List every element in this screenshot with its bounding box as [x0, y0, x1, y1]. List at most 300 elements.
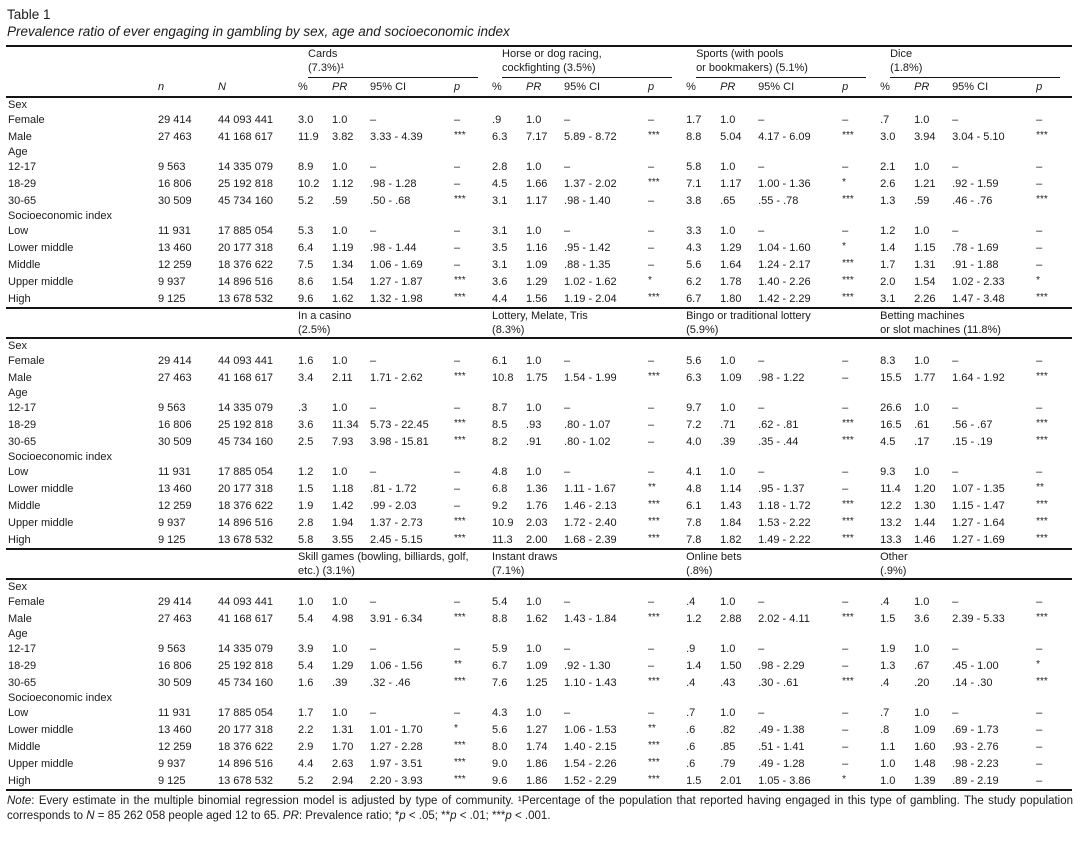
col-percent: % [684, 78, 718, 97]
cell-percent: .7 [686, 707, 696, 719]
cell-percent: 6.1 [686, 500, 702, 512]
cell-percent: 1.2 [686, 613, 702, 625]
header-text: Dice [890, 48, 913, 60]
cell-ci: 1.97 - 3.51 [370, 758, 423, 770]
cell-percent: 6.7 [684, 290, 718, 308]
cell-p [452, 128, 490, 145]
cell-ci: – [758, 707, 765, 719]
cell-ci: – [370, 355, 377, 367]
significance-stars: * [842, 774, 846, 785]
cell-percent: 11.4 [880, 483, 901, 495]
significance-stars: *** [842, 130, 854, 141]
row-label: 18-29 [8, 178, 37, 190]
cell-pr: 1.09 [720, 372, 742, 384]
cell-p [452, 772, 490, 790]
cell-p: – [1036, 161, 1043, 173]
cell-p: – [648, 643, 655, 655]
cell-ci: .80 - 1.07 [564, 419, 611, 431]
cell-pr: 2.63 [332, 758, 354, 770]
table-row [6, 465, 1072, 480]
cell-n: 13 460 [158, 724, 192, 736]
cell-p [1034, 273, 1072, 290]
cell-pr: 1.0 [332, 355, 348, 367]
cell-percent: 8.0 [492, 741, 508, 753]
cell-ci: – [564, 707, 571, 719]
table-row [6, 128, 1072, 145]
cell-percent: 6.4 [298, 242, 314, 254]
significance-stars: *** [1036, 676, 1048, 687]
significance-stars: *** [454, 774, 466, 785]
col-pr: PR [912, 78, 950, 97]
significance-stars: * [1036, 275, 1040, 286]
table-title: Table 1 [7, 7, 51, 22]
cell-ci: .50 - .68 [370, 195, 411, 207]
table-row [6, 642, 1072, 657]
cell-pr: 1.0 [720, 643, 736, 655]
cell-pr: 1.0 [332, 466, 348, 478]
cell-percent: 1.7 [298, 707, 314, 719]
significance-stars: ** [648, 723, 656, 734]
cell-pr: .91 [526, 436, 542, 448]
cell-pr: 1.62 [526, 613, 548, 625]
cell-pr: 1.09 [526, 259, 548, 271]
cell-ci: 1.27 - 1.64 [952, 517, 1005, 529]
cell-pr: 1.43 [720, 500, 742, 512]
header-text: Betting machines [880, 310, 965, 322]
cell-N: 41 168 617 [218, 372, 274, 384]
row-label: 30-65 [8, 677, 37, 689]
cell-ci: 2.20 - 3.93 [368, 772, 452, 790]
cell-N: 25 192 818 [218, 660, 274, 672]
cell-pr: 2.00 [524, 531, 562, 549]
cell-n: 29 414 [158, 114, 192, 126]
cell-pr: .79 [720, 758, 736, 770]
cell-ci: – [564, 596, 571, 608]
cell-n: 16 806 [158, 178, 192, 190]
cell-ci: – [564, 114, 571, 126]
cell-ci: 1.47 - 3.48 [950, 290, 1034, 308]
cell-pr: 1.0 [720, 466, 736, 478]
table-row [6, 113, 1072, 128]
gambling-type-header [296, 309, 490, 338]
cell-ci: – [564, 355, 571, 367]
cell-ci: 3.91 - 6.34 [370, 613, 423, 625]
cell-percent: .7 [880, 707, 890, 719]
row-label: Female [8, 114, 45, 126]
table-row [6, 721, 1072, 738]
col-percent: % [878, 78, 912, 97]
significance-stars: *** [842, 516, 854, 527]
cell-pr: 1.0 [526, 596, 542, 608]
significance-stars: *** [648, 740, 660, 751]
significance-stars: ** [454, 659, 462, 670]
cell-p [646, 369, 684, 386]
cell-percent: 3.1 [492, 259, 508, 271]
cell-p: – [648, 225, 655, 237]
significance-stars: *** [454, 418, 466, 429]
cell-pr: 1.64 [720, 259, 742, 271]
cell-p: – [648, 436, 655, 448]
cell-N: 41 168 617 [218, 131, 274, 143]
table-row [6, 256, 1072, 273]
cell-percent: 4.3 [492, 707, 508, 719]
cell-percent: 1.5 [298, 483, 314, 495]
cell-percent: 8.3 [880, 355, 896, 367]
cell-percent: 5.3 [298, 225, 314, 237]
cell-ci: .95 - 1.42 [564, 242, 611, 254]
cell-p: – [842, 724, 849, 736]
cell-percent: 1.0 [880, 758, 896, 770]
header-text: or slot machines (11.8%) [880, 324, 1001, 336]
header-text: (8.3%) [492, 324, 525, 336]
table-note [7, 794, 1073, 824]
element [6, 338, 1072, 549]
table-row [6, 755, 1072, 772]
cell-percent: 3.4 [298, 372, 314, 384]
cell-pr: .82 [720, 724, 736, 736]
header-text: Horse or dog racing, [502, 48, 602, 60]
cell-percent: 1.9 [298, 500, 314, 512]
cell-p: – [842, 402, 849, 414]
cell-percent: 4.0 [686, 436, 702, 448]
cell-p: – [842, 466, 849, 478]
cell-percent: 1.6 [298, 355, 314, 367]
cell-pr: 1.0 [332, 114, 348, 126]
cell-ci: 1.04 - 1.60 [758, 242, 811, 254]
subheader-row [6, 78, 1072, 97]
cell-percent: 1.0 [878, 772, 912, 790]
cell-percent: 7.6 [492, 677, 508, 689]
cell-pr: 2.26 [912, 290, 950, 308]
cell-ci: – [370, 707, 377, 719]
cell-ci: .46 - .76 [952, 195, 993, 207]
cell-ci: 1.72 - 2.40 [564, 517, 617, 529]
cell-p: – [1036, 596, 1043, 608]
cell-ci: – [564, 643, 571, 655]
cell-p: – [1036, 724, 1043, 736]
col-n: n [156, 78, 216, 97]
cell-ci: 1.07 - 1.35 [952, 483, 1005, 495]
gambling-type-header [490, 46, 684, 78]
cell-percent: 7.5 [298, 259, 314, 271]
cell-ci: 1.37 - 2.02 [564, 178, 617, 190]
cell-pr: 3.55 [330, 531, 368, 549]
cell-percent: 8.5 [492, 419, 508, 431]
cell-p: – [648, 242, 655, 254]
cell-pr: 1.75 [526, 372, 548, 384]
cell-percent: 9.7 [686, 402, 702, 414]
cell-pr: .59 [332, 195, 348, 207]
cell-ci: .32 - .46 [370, 677, 411, 689]
header-text [502, 47, 672, 78]
cell-ci: .14 - .30 [952, 677, 993, 689]
significance-stars: *** [648, 516, 660, 527]
section-label: Socioeconomic index [8, 451, 112, 463]
significance-stars: *** [454, 275, 466, 286]
cell-percent: 3.5 [492, 242, 508, 254]
row-label: Lower middle [8, 483, 74, 495]
cell-ci: – [370, 402, 377, 414]
significance-stars: *** [454, 292, 466, 303]
cell-N: 25 192 818 [218, 419, 274, 431]
table-row [6, 610, 1072, 627]
cell-ci: – [952, 596, 959, 608]
significance-stars: *** [648, 612, 660, 623]
cell-pr: 1.0 [914, 355, 930, 367]
cell-pr: 1.70 [332, 741, 354, 753]
section-row [6, 97, 1072, 113]
row-label: 12-17 [8, 402, 37, 414]
table-row [6, 674, 1072, 691]
table-row [6, 531, 1072, 549]
cell-ci: – [370, 596, 377, 608]
cell-p: – [1036, 242, 1043, 254]
cell-pr: 1.0 [332, 596, 348, 608]
cell-ci: – [370, 225, 377, 237]
cell-percent: .9 [686, 643, 696, 655]
cell-percent: 5.6 [686, 259, 702, 271]
cell-pr: 1.62 [330, 290, 368, 308]
cell-pr: 1.84 [720, 517, 742, 529]
significance-stars: *** [842, 612, 854, 623]
element [6, 579, 1072, 790]
significance-stars: *** [648, 292, 660, 303]
cell-pr: 1.0 [332, 707, 348, 719]
cell-p [840, 610, 878, 627]
cell-ci: 1.32 - 1.98 [368, 290, 452, 308]
cell-N: 14 335 079 [218, 161, 274, 173]
cell-percent: 9.6 [490, 772, 524, 790]
cell-pr: 1.29 [332, 660, 354, 672]
table-row [6, 595, 1072, 610]
cell-pr: 1.86 [526, 758, 548, 770]
cell-percent: 1.9 [880, 643, 896, 655]
cell-pr: 1.34 [332, 259, 354, 271]
cell-n: 9 125 [156, 772, 216, 790]
note-segment: N [86, 810, 95, 822]
section-label: Sex [8, 581, 27, 593]
cell-N: 17 885 054 [218, 707, 274, 719]
cell-pr: 1.42 [332, 500, 354, 512]
cell-ci: .81 - 1.72 [370, 483, 417, 495]
cell-pr: 1.66 [526, 178, 548, 190]
cell-n: 16 806 [158, 660, 192, 672]
table-row [6, 239, 1072, 256]
note-segment: p [450, 810, 457, 822]
cell-percent: 5.8 [686, 161, 702, 173]
cell-percent: 1.0 [298, 596, 314, 608]
cell-pr: 1.39 [912, 772, 950, 790]
header-text [492, 550, 682, 578]
header-text: Bingo or traditional lottery [686, 310, 811, 322]
cell-p [646, 175, 684, 192]
header-text: (1.8%) [890, 62, 923, 74]
cell-percent: 4.4 [490, 290, 524, 308]
row-label: Lower middle [8, 242, 74, 254]
cell-p: – [1036, 225, 1043, 237]
header-text: (5.9%) [686, 324, 719, 336]
cell-p [452, 273, 490, 290]
cell-pr: 1.0 [720, 161, 736, 173]
gambling-type-header [684, 46, 878, 78]
column-header [6, 550, 296, 579]
cell-N: 44 093 441 [218, 596, 274, 608]
cell-percent: .6 [686, 741, 696, 753]
cell-ci: – [758, 114, 765, 126]
cell-p [646, 721, 684, 738]
cell-p [452, 657, 490, 674]
gambling-type-header [684, 309, 878, 338]
cell-percent: 8.7 [492, 402, 508, 414]
cell-ci: 5.89 - 8.72 [564, 131, 617, 143]
cell-ci: – [952, 355, 959, 367]
cell-N: 18 376 622 [218, 741, 274, 753]
cell-ci: 1.24 - 2.17 [758, 259, 811, 271]
table-row [6, 354, 1072, 369]
cell-percent: 1.4 [880, 242, 896, 254]
cell-ci: 1.02 - 2.33 [952, 276, 1005, 288]
cell-pr: 1.60 [914, 741, 936, 753]
cell-percent: 6.7 [492, 660, 508, 672]
significance-stars: *** [842, 194, 854, 205]
significance-stars: * [842, 177, 846, 188]
row-label: High [6, 290, 156, 308]
cell-p: – [842, 643, 849, 655]
row-label: Low [8, 707, 29, 719]
element [6, 46, 1072, 97]
cell-percent: 5.9 [492, 643, 508, 655]
significance-stars: *** [648, 774, 660, 785]
significance-stars: *** [1036, 371, 1048, 382]
cell-ci: 3.04 - 5.10 [952, 131, 1005, 143]
cell-pr: 1.0 [526, 114, 542, 126]
header-text: cockfighting (3.5%) [502, 62, 596, 74]
table-row [6, 497, 1072, 514]
cell-ci: .15 - .19 [952, 436, 993, 448]
cell-pr: 1.0 [720, 596, 736, 608]
cell-p [840, 128, 878, 145]
cell-pr: 1.0 [526, 355, 542, 367]
col-p: p [452, 78, 490, 97]
prevalence-table-blocks [6, 45, 1073, 791]
cell-ci: – [758, 355, 765, 367]
cell-percent: 3.1 [492, 225, 508, 237]
row-label: Female [8, 355, 45, 367]
cell-p: – [454, 483, 461, 495]
significance-stars: *** [454, 757, 466, 768]
gambling-type-header [878, 550, 1072, 579]
cell-N: 20 177 318 [218, 724, 274, 736]
cell-pr: .93 [526, 419, 542, 431]
cell-pr: 1.0 [720, 355, 736, 367]
cell-p: – [648, 402, 655, 414]
cell-pr: 1.0 [526, 643, 542, 655]
cell-percent: 6.3 [686, 372, 702, 384]
cell-ci: .78 - 1.69 [952, 242, 999, 254]
cell-pr: .39 [332, 677, 348, 689]
cell-ci: 1.54 - 2.26 [564, 758, 617, 770]
header-text [298, 309, 488, 337]
cell-p: – [648, 355, 655, 367]
cell-p [840, 256, 878, 273]
cell-percent: .4 [686, 677, 696, 689]
cell-p: – [842, 707, 849, 719]
cell-pr: 1.56 [524, 290, 562, 308]
section-label: Sex [8, 99, 27, 111]
cell-percent: 1.5 [684, 772, 718, 790]
cell-p [452, 674, 490, 691]
table-row [6, 273, 1072, 290]
cell-p [840, 416, 878, 433]
note-segment: < .001. [511, 810, 551, 822]
cell-percent: .4 [686, 596, 696, 608]
cell-percent: 13.3 [878, 531, 912, 549]
section-label: Age [8, 628, 28, 640]
cell-n: 29 414 [158, 355, 192, 367]
section-label: Sex [8, 340, 27, 352]
header-text [308, 47, 478, 78]
cell-N: 13 678 532 [216, 531, 296, 549]
cell-percent: 6.1 [492, 355, 508, 367]
cell-N: 13 678 532 [216, 290, 296, 308]
cell-p [646, 290, 684, 308]
gambling-type-header [490, 309, 684, 338]
cell-ci: 1.11 - 1.67 [564, 483, 616, 495]
significance-stars: *** [454, 740, 466, 751]
cell-percent: 15.5 [880, 372, 902, 384]
significance-stars: *** [648, 177, 660, 188]
cell-p [646, 674, 684, 691]
cell-p: – [454, 500, 461, 512]
cell-p: – [842, 596, 849, 608]
cell-percent: 8.2 [492, 436, 508, 448]
cell-p [452, 610, 490, 627]
cell-ci: 2.45 - 5.15 [368, 531, 452, 549]
cell-percent: 6.2 [686, 276, 702, 288]
section-row [6, 145, 1072, 160]
significance-stars: * [842, 241, 846, 252]
cell-percent: 13.2 [880, 517, 902, 529]
cell-N: 14 896 516 [218, 276, 274, 288]
cell-percent: 1.2 [880, 225, 896, 237]
cell-p: – [648, 466, 655, 478]
significance-stars: *** [842, 676, 854, 687]
cell-pr: 1.0 [332, 402, 348, 414]
cell-pr: 1.0 [526, 161, 542, 173]
cell-pr: 1.31 [914, 259, 936, 271]
cell-percent: 3.8 [686, 195, 702, 207]
cell-p: – [648, 596, 655, 608]
cell-n: 12 259 [158, 259, 192, 271]
cell-pr: 1.0 [332, 643, 348, 655]
cell-pr: 1.19 [332, 242, 354, 254]
element [6, 550, 1072, 579]
row-label: Low [8, 225, 29, 237]
cell-ci: 1.10 - 1.43 [564, 677, 617, 689]
cell-pr: 1.54 [914, 276, 936, 288]
cell-ci: 1.01 - 1.70 [370, 724, 423, 736]
cell-ci: – [758, 643, 765, 655]
cell-pr: .85 [720, 741, 736, 753]
row-label: Male [8, 613, 32, 625]
cell-p: – [648, 161, 655, 173]
cell-p: – [648, 707, 655, 719]
cell-pr: 1.54 [332, 276, 354, 288]
significance-stars: *** [842, 435, 854, 446]
cell-percent: 8.9 [298, 161, 314, 173]
note-segment: < .05; ** [405, 810, 451, 822]
cell-p: – [648, 195, 655, 207]
